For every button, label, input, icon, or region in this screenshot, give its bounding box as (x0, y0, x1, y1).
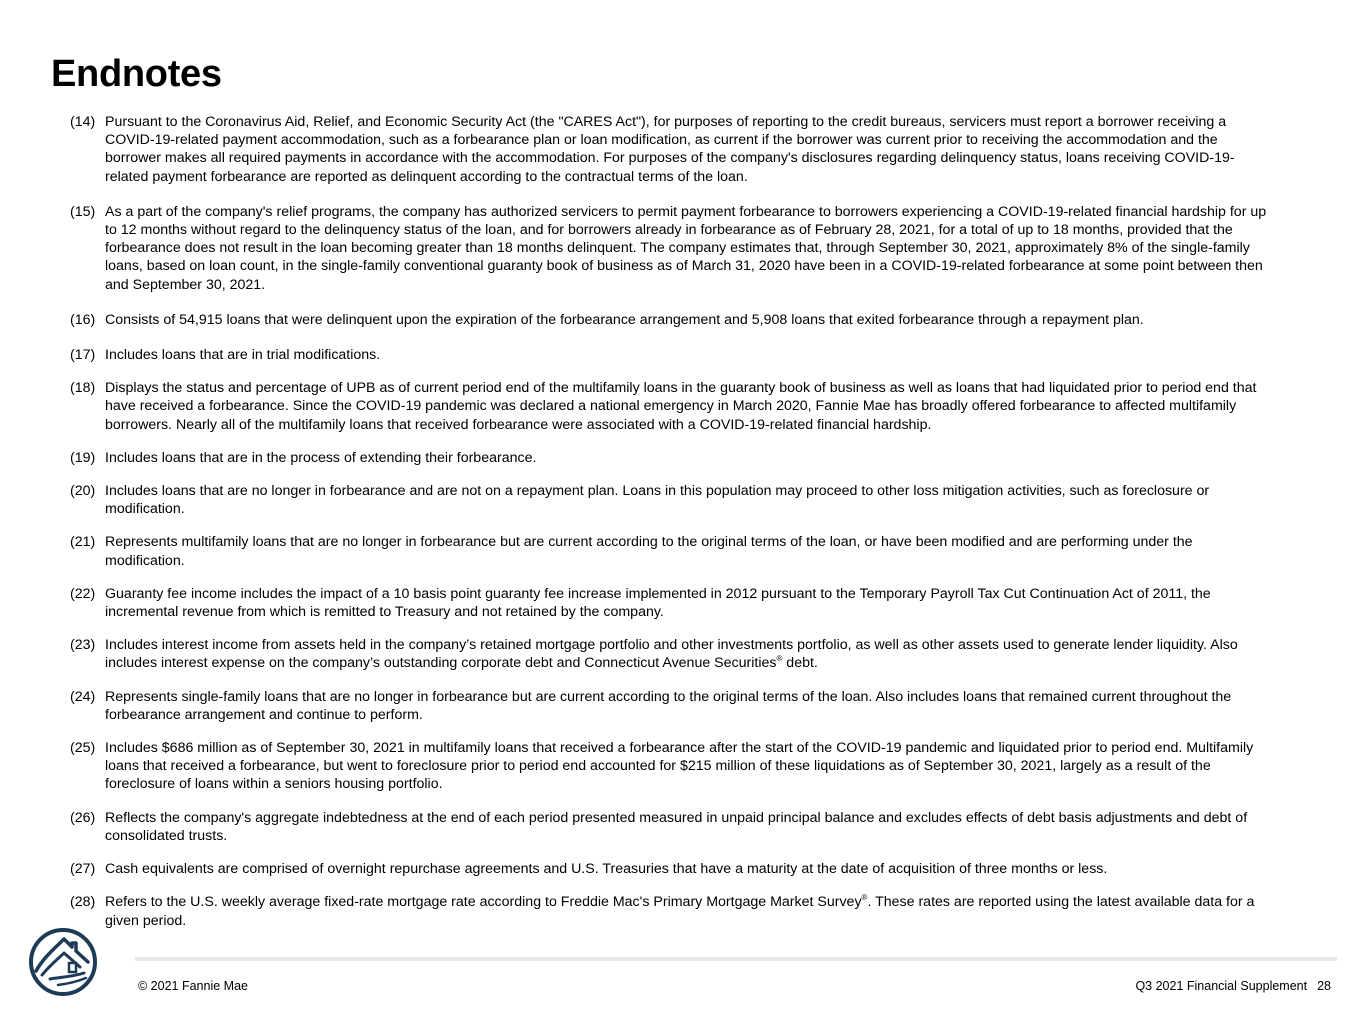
endnote-text: Guaranty fee income includes the impact of a 10 basis point guaranty fee increase implemented in 2012 pursuant to the Temporary Payroll Tax Cut Continuation Act of 2011, the incremental revenue from which is remitted to Treasury and not retained by the company. (105, 585, 1211, 621)
endnote-text: Includes loans that are in trial modifications. (105, 347, 381, 364)
endnote-14 (70, 113, 1270, 186)
endnote-19 (70, 449, 1270, 467)
footer-divider (135, 957, 1337, 961)
endnote-text: Cash equivalents are comprised of overnight repurchase agreements and U.S. Treasuries that have a maturity at the date of acquisition of three months or less. (105, 861, 1108, 878)
endnote-text-container (105, 636, 1270, 672)
endnote-number: (26) (70, 809, 96, 826)
endnote-number: (20) (70, 483, 96, 500)
endnote-number: (21) (70, 534, 96, 551)
endnotes-list (70, 113, 1270, 945)
endnote-number: (18) (70, 380, 96, 397)
endnote-text-continued: debt. (782, 655, 818, 672)
endnote-text: Represents single-family loans that are no longer in forbearance but are current according to the original terms of the loan. Also includes loans that remained current throughout the forbearance arrangement and continue to perform. (105, 688, 1232, 723)
endnote-15 (70, 203, 1270, 294)
endnote-number: (24) (70, 688, 96, 705)
endnote-number: (27) (70, 861, 96, 878)
endnote-26 (70, 809, 1270, 845)
endnote-25 (70, 739, 1270, 794)
endnote-27 (70, 860, 1270, 878)
endnote-23 (70, 636, 1270, 672)
endnote-text: As a part of the company's relief programs, the company has authorized servicers to permit payment forbearance to borrowers experiencing a COVID-19-related financial hardship for up to 12 months without regard to the delinquency status of the loan, and for borrowers already in forbearance as of February 28, 2021, for a total of up to 18 months, provided that the forbearance does not result in the loan becoming greater than 18 months delinquent. The company estimates that, through September 30, 2021, approximately 8% of the single-family loans, based on loan count, in the single-family conventional guaranty book of business as of March 31, 2020 have been in a COVID-19-related forbearance at some point between then and September 30, 2021. (105, 203, 1267, 293)
endnote-21 (70, 533, 1270, 569)
footer-document-info (1135, 978, 1331, 994)
endnote-text: Pursuant to the Coronavirus Aid, Relief, and Economic Security Act (the "CARES Act"), for purposes of reporting to the credit bureaus, servicers must report a borrower receiving a COVID-19-related payment accommodation, such as a forbearance plan or loan modification, as current if the borrower was current prior to receiving the accommodation and the borrower makes all required payments in accordance with the accommodation. For purposes of the company's disclosures regarding delinquency status, loans receiving COVID-19-related payment forbearance are reported as delinquent according to the contractual terms of the loan. (105, 114, 1235, 185)
endnote-20 (70, 482, 1270, 518)
endnote-text: Refers to the U.S. weekly average fixed-rate mortgage rate according to Freddie Mac's Primary Mortgage Market Survey (105, 894, 862, 911)
endnote-number: (14) (70, 114, 96, 130)
endnote-text: Includes $686 million as of September 30, 2021 in multifamily loans that received a forbearance after the start of the COVID-19 pandemic and liquidated prior to period end. Multifamily loans that received a forbearance, but went to foreclosure prior to period end accounted for $215 million of these liquidations as of September 30, 2021, largely as a result of the foreclosure of loans within a seniors housing portfolio. (105, 740, 1254, 793)
registered-trademark-symbol: ® (776, 654, 783, 664)
registered-trademark-symbol: ® (861, 893, 868, 903)
endnote-22 (70, 585, 1270, 621)
page-title: Endnotes (51, 53, 222, 95)
endnote-number: (19) (70, 449, 96, 466)
endnote-text: Consists of 54,915 loans that were delinquent upon the expiration of the forbearance arrangement and 5,908 loans that exited forbearance through a repayment plan. (105, 311, 1144, 328)
endnote-number: (16) (70, 311, 96, 328)
endnote-text: Displays the status and percentage of UPB as of current period end of the multifamily loans in the guaranty book of business as well as loans that had liquidated prior to period end that have received a forbearance. Since the COVID-19 pandemic was declared a national emergency in March 2020, Fannie Mae has broadly offered forbearance to affected multifamily borrowers. Nearly all of the multifamily loans that received forbearance were associated with a COVID-19-related financial hardship. (105, 380, 1257, 433)
fannie-mae-house-logo-icon (28, 927, 98, 997)
endnote-number: (15) (70, 203, 96, 220)
endnote-number: (17) (70, 347, 96, 364)
endnote-number: (22) (70, 585, 96, 602)
endnote-text: Includes loans that are in the process of extending their forbearance. (105, 449, 537, 466)
endnote-28 (70, 893, 1270, 929)
endnote-24 (70, 688, 1270, 724)
endnote-text: Includes loans that are no longer in forbearance and are not on a repayment plan. Loans in this population may proceed to other loss mitigation activities, such as foreclosure or modification. (105, 483, 1210, 518)
endnote-text-container (105, 893, 1270, 929)
endnote-number: (23) (70, 637, 96, 654)
endnote-18 (70, 379, 1270, 434)
document-name: Q3 2021 Financial Supplement (1135, 979, 1308, 993)
endnote-text-continued: . These rates are reported using the latest available data for a given period. (105, 894, 1255, 929)
page-number: 28 (1317, 979, 1331, 993)
endnote-text: Includes interest income from assets held in the company’s retained mortgage portfolio and other investments portfolio, as well as other assets used to generate lender liquidity. Also includes interest expense on the company’s outstanding corporate debt and Connecticut Avenue Securities (105, 637, 1238, 672)
endnote-text: Represents multifamily loans that are no longer in forbearance but are current according to the original terms of the loan, or have been modified and are performing under the modification. (105, 534, 1193, 569)
endnote-text: Reflects the company's aggregate indebtedness at the end of each period presented measured in unpaid principal balance and excludes effects of debt basis adjustments and debt of consolidated trusts. (105, 809, 1248, 844)
endnote-17 (70, 346, 1270, 364)
copyright-text: © 2021 Fannie Mae (138, 979, 248, 993)
endnote-number: (28) (70, 894, 96, 911)
endnote-number: (25) (70, 740, 96, 757)
endnote-16 (70, 311, 1270, 329)
